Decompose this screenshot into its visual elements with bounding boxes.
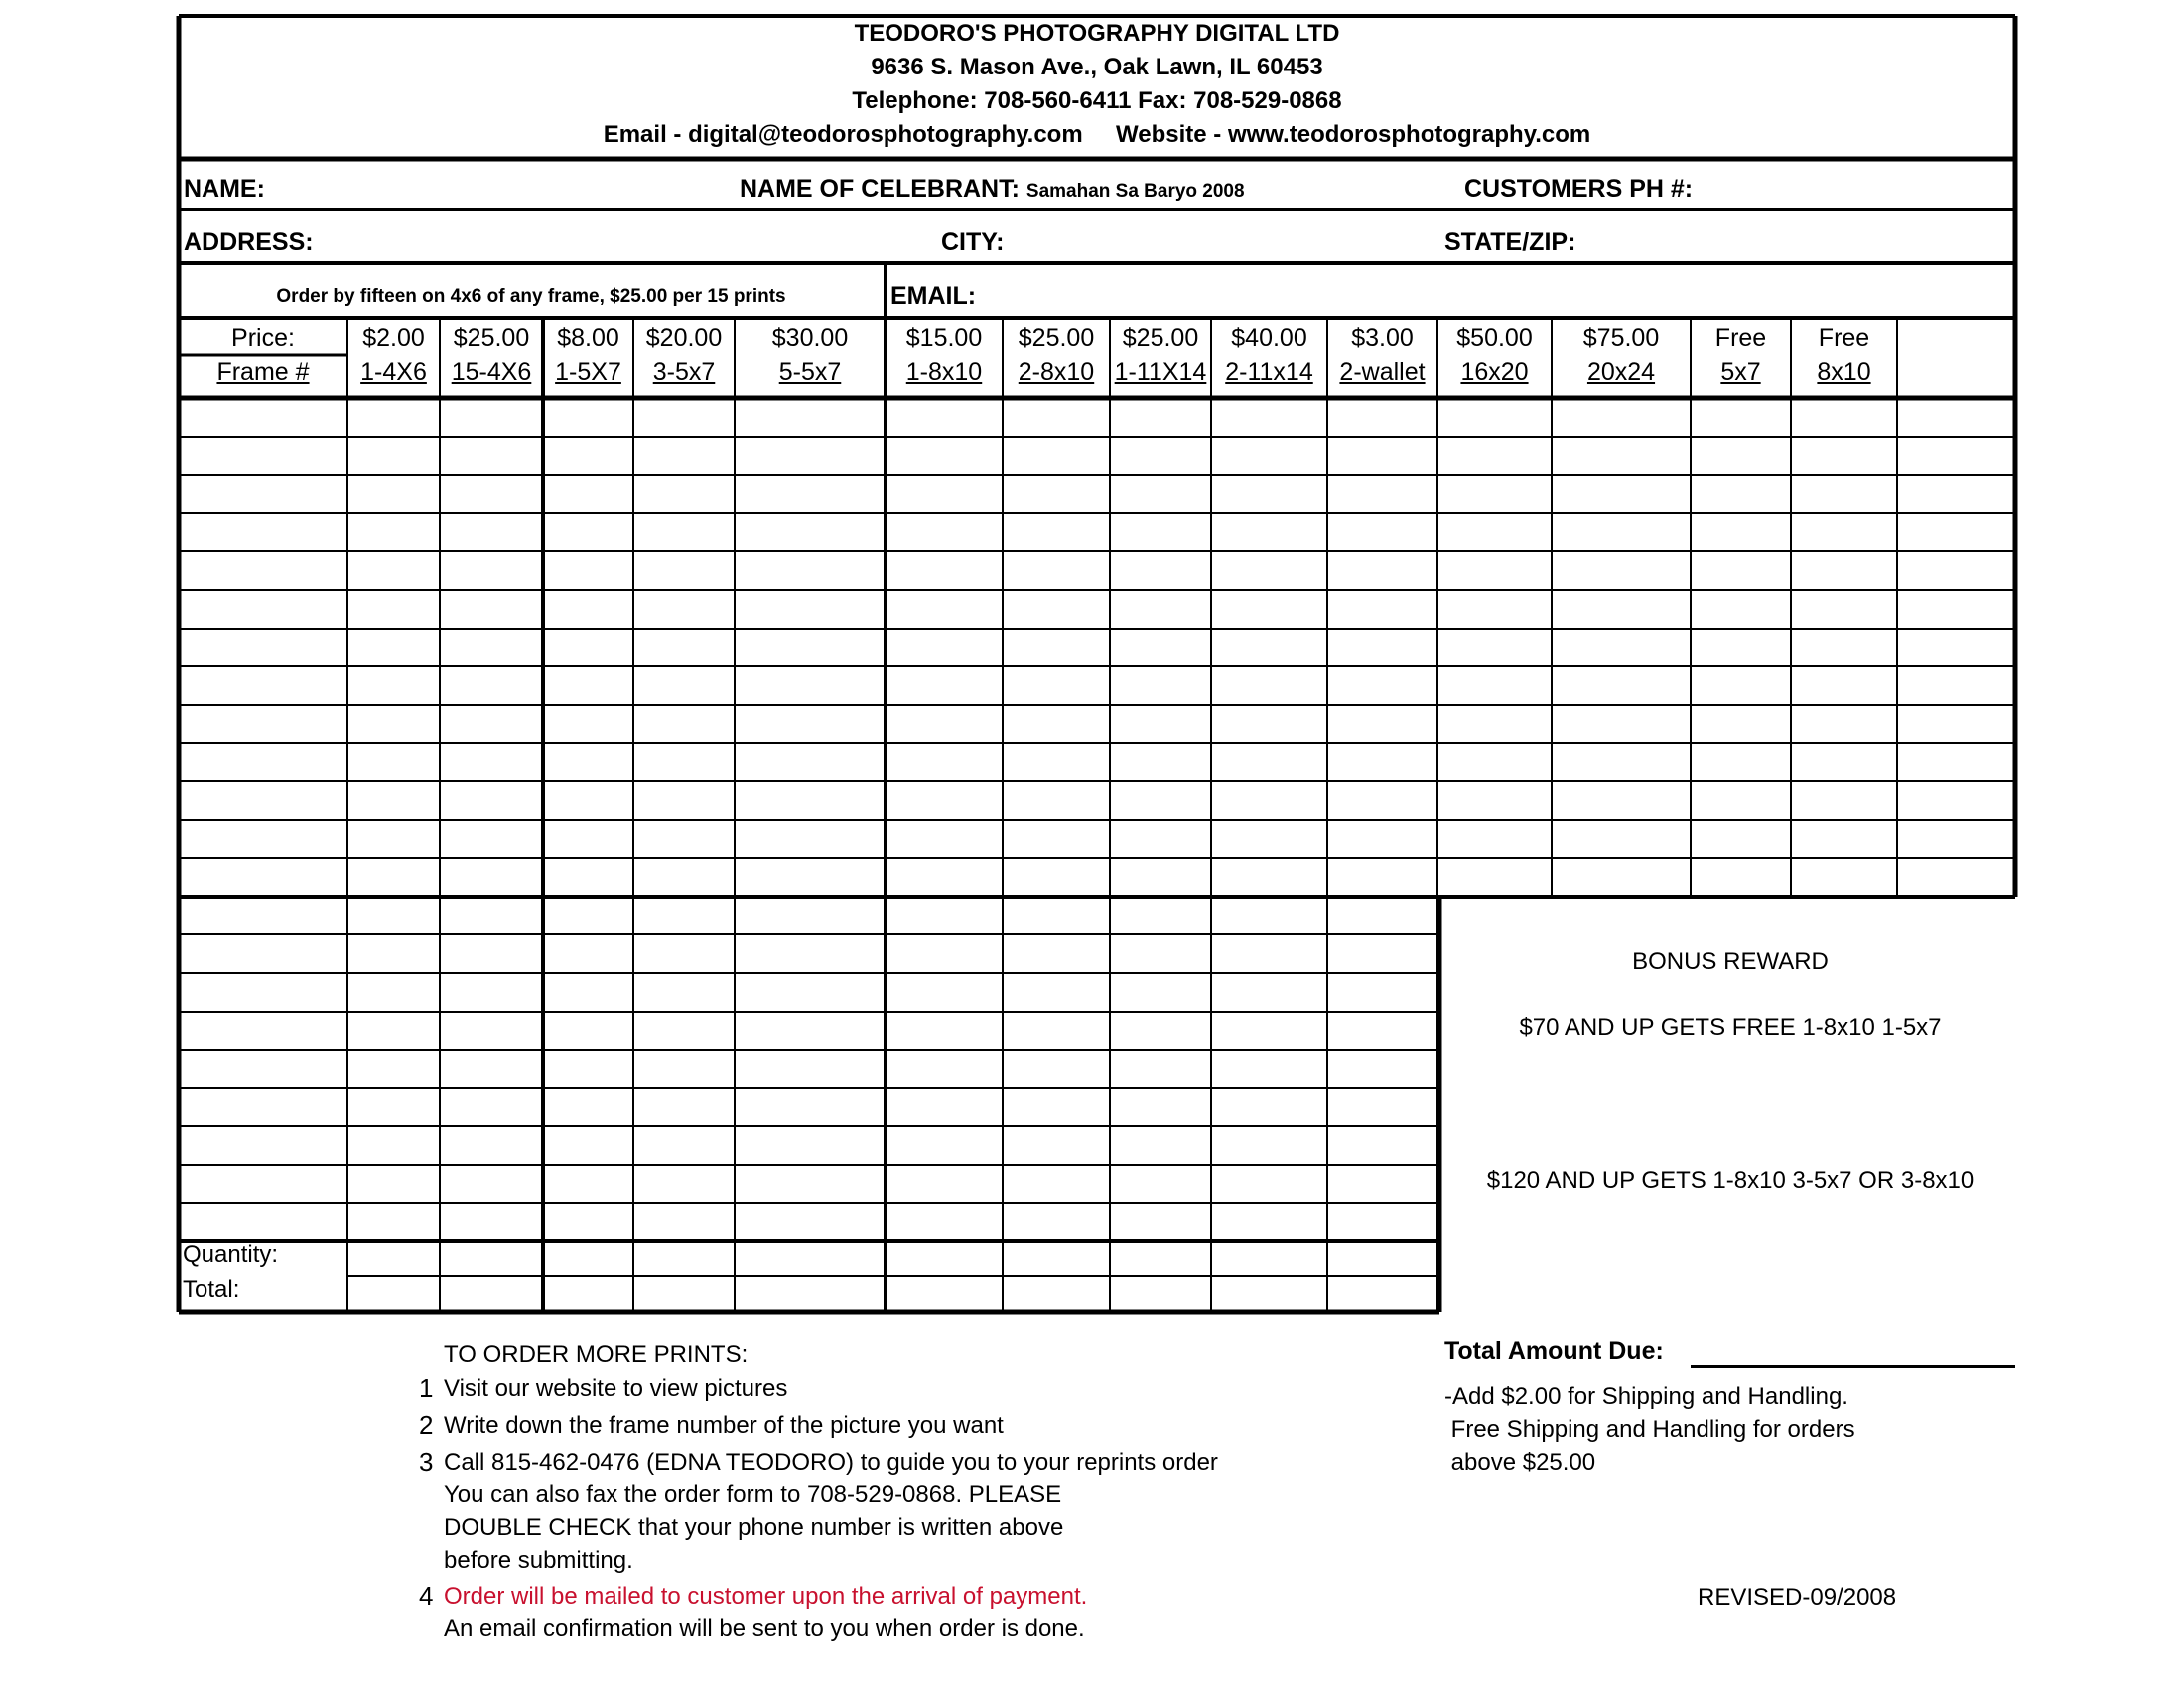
frame-number-label: Frame # [216, 358, 310, 386]
product-size: 1-8x10 [905, 358, 983, 386]
product-price: $2.00 [362, 324, 425, 352]
product-size: 3-5x7 [652, 358, 716, 386]
price-label: Price: [231, 324, 295, 352]
celebrant-label: NAME OF CELEBRANT: [740, 175, 1020, 203]
product-price: $25.00 [1122, 324, 1199, 352]
revision-note: REVISED-09/2008 [1698, 1584, 1897, 1611]
product-size: 1-4X6 [360, 358, 427, 386]
product-price: $30.00 [771, 324, 849, 352]
bonus-line-2: $120 AND UP GETS 1-8x10 3-5x7 OR 3-8x10 [1486, 1167, 1975, 1194]
product-price: $3.00 [1351, 324, 1414, 352]
product-price: $40.00 [1231, 324, 1307, 352]
step-number: 1 [419, 1373, 434, 1403]
company-address: 9636 S. Mason Ave., Oak Lawn, IL 60453 [871, 54, 1323, 80]
city-label: CITY: [941, 228, 1005, 256]
email-label: EMAIL: [890, 282, 977, 310]
product-size: 1-5X7 [555, 358, 621, 386]
step-text: Order will be mailed to customer upon the arrival of payment. [444, 1583, 1088, 1610]
step-number: 2 [419, 1410, 434, 1440]
shipping-note-3: above $25.00 [1444, 1449, 1596, 1476]
step-text: Call 815-462-0476 (EDNA TEODORO) to guide you to your reprints order [444, 1449, 1218, 1476]
product-price: Free [1818, 324, 1870, 352]
quantity-label: Quantity: [183, 1241, 279, 1268]
shipping-note-2: Free Shipping and Handling for orders [1444, 1416, 1855, 1443]
bonus-line-1: $70 AND UP GETS FREE 1-8x10 1-5x7 [1519, 1014, 1942, 1041]
product-price: $50.00 [1456, 324, 1533, 352]
product-price: $25.00 [453, 324, 530, 352]
celebrant-value: Samahan Sa Baryo 2008 [1025, 181, 1245, 202]
company-email[interactable]: Email - digital@teodorosphotography.com [603, 121, 1083, 148]
product-size: 2-8x10 [1018, 358, 1095, 386]
product-price: $25.00 [1018, 324, 1095, 352]
order-note: Order by fifteen on 4x6 of any frame, $25.00 per 15 prints [276, 286, 786, 307]
step-text: You can also fax the order form to 708-529-0868. PLEASE [444, 1481, 1062, 1508]
address-label: ADDRESS: [184, 228, 314, 256]
product-size: 16x20 [1460, 358, 1529, 386]
customer-phone-label: CUSTOMERS PH #: [1464, 175, 1694, 203]
instructions-heading: TO ORDER MORE PRINTS: [444, 1341, 749, 1368]
company-phones: Telephone: 708-560-6411 Fax: 708-529-0868 [852, 87, 1342, 114]
step-number: 3 [419, 1447, 434, 1477]
state-zip-label: STATE/ZIP: [1444, 228, 1576, 256]
step-text: DOUBLE CHECK that your phone number is written above [444, 1514, 1064, 1541]
product-size: 5-5x7 [778, 358, 842, 386]
name-label: NAME: [184, 175, 265, 203]
shipping-note-1: -Add $2.00 for Shipping and Handling. [1444, 1383, 1848, 1410]
product-size: 2-11x14 [1225, 358, 1313, 386]
product-price: $75.00 [1582, 324, 1660, 352]
product-size: 20x24 [1586, 358, 1656, 386]
product-size: 5x7 [1720, 358, 1761, 386]
step-text: before submitting. [444, 1547, 633, 1574]
product-size: 2-wallet [1339, 358, 1426, 386]
step-text: An email confirmation will be sent to you when order is done. [444, 1616, 1085, 1642]
total-amount-label: Total Amount Due: [1444, 1337, 1664, 1365]
product-price: $15.00 [905, 324, 983, 352]
bonus-title: BONUS REWARD [1632, 948, 1829, 975]
product-size: 1-11X14 [1114, 358, 1207, 386]
total-amount-line[interactable] [1691, 1365, 2015, 1368]
step-number: 4 [419, 1581, 434, 1611]
step-text: Write down the frame number of the picture you want [444, 1412, 1004, 1439]
step-text: Visit our website to view pictures [444, 1375, 788, 1402]
product-size: 8x10 [1817, 358, 1871, 386]
company-website[interactable]: Website - www.teodorosphotography.com [1116, 121, 1591, 148]
product-price: Free [1714, 324, 1767, 352]
product-price: $20.00 [645, 324, 723, 352]
total-label: Total: [183, 1276, 240, 1303]
product-price: $8.00 [557, 324, 619, 352]
product-size: 15-4X6 [451, 358, 532, 386]
company-name: TEODORO'S PHOTOGRAPHY DIGITAL LTD [854, 20, 1340, 47]
